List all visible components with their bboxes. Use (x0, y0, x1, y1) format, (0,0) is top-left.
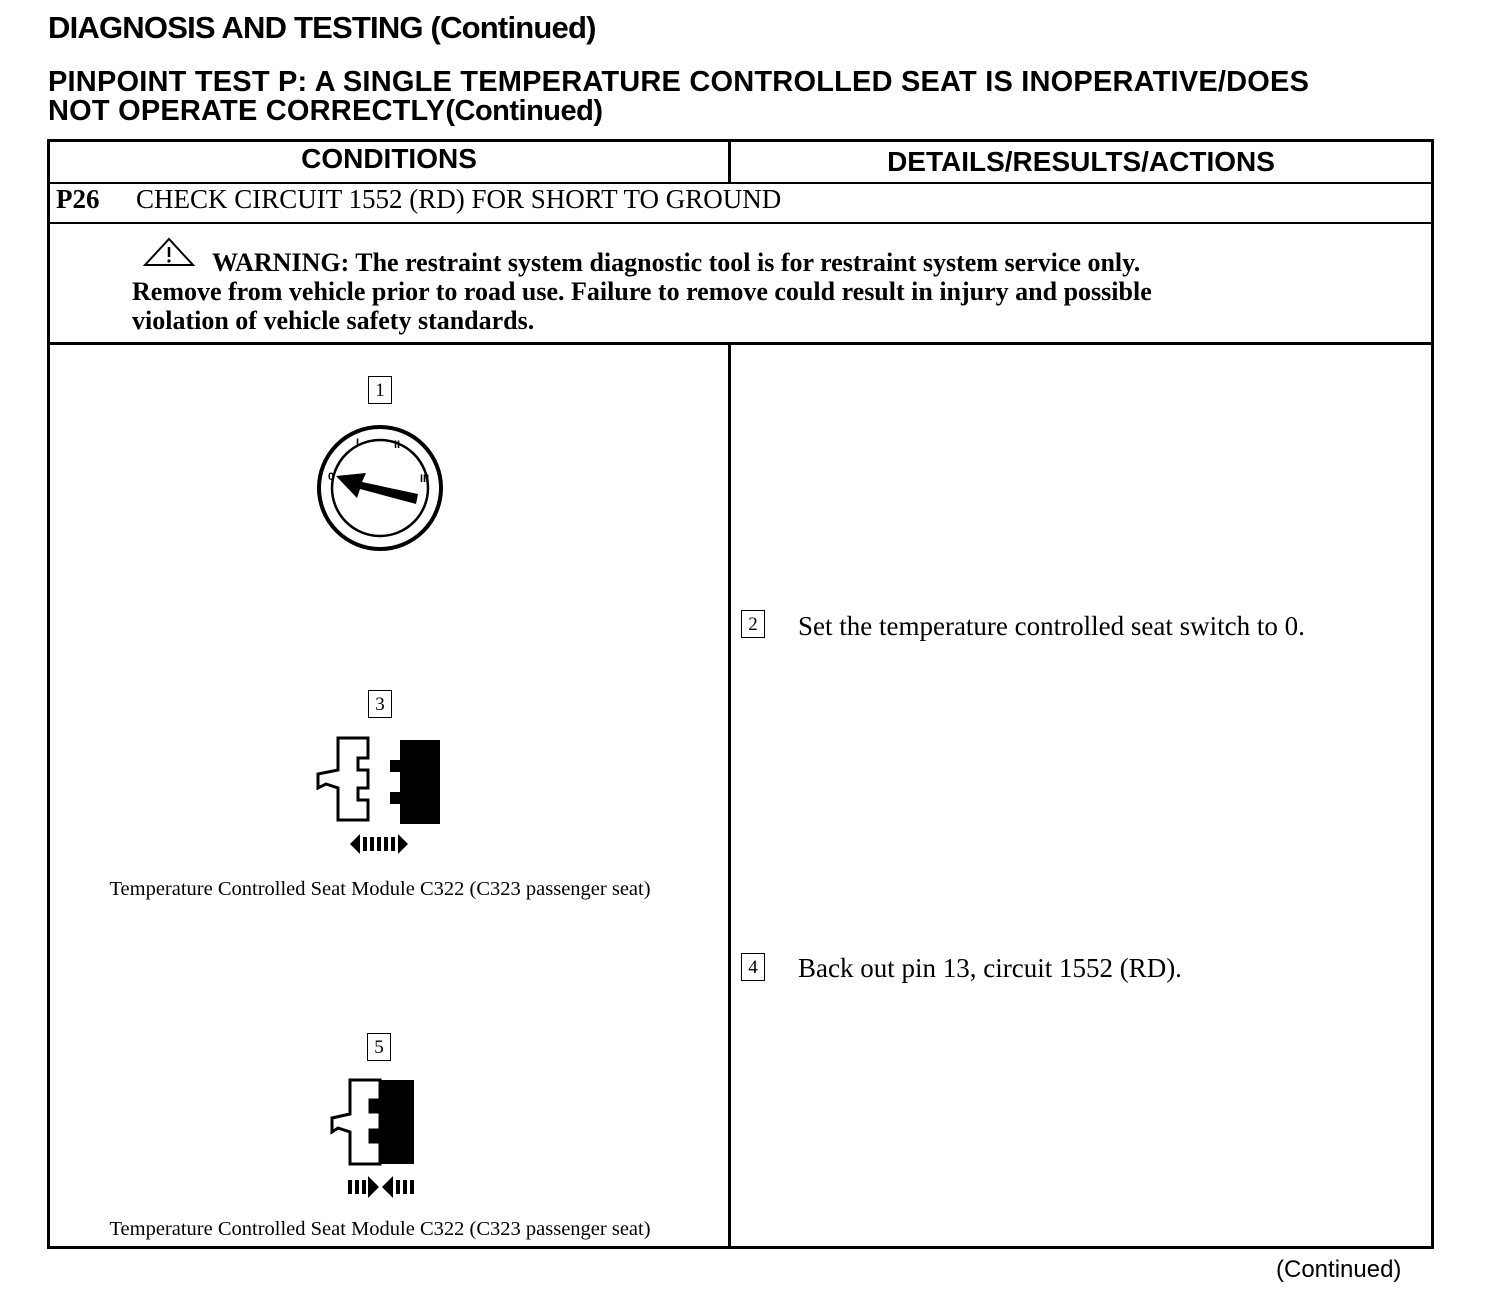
warning-line-2: Remove from vehicle prior to road use. Failure to remove could result in injury and possible (132, 277, 1152, 306)
body-column-divider (728, 342, 731, 1249)
step-box-4: 4 (741, 953, 765, 981)
ignition-label-acc: I (356, 437, 360, 449)
step-box-3: 3 (368, 690, 392, 718)
ignition-label-off: 0 (328, 471, 335, 483)
action-text-4: Back out pin 13, circuit 1552 (RD). (798, 953, 1182, 983)
caption-connector-5: Temperature Controlled Seat Module C322 (C323 passenger seat) (109, 1218, 651, 1240)
test-title-continued: (Continued) (445, 95, 603, 127)
warning-line-3: violation of vehicle safety standards. (132, 306, 535, 335)
step-number: P26 (56, 184, 100, 214)
step-divider (47, 222, 1434, 224)
ignition-label-start: III (420, 473, 430, 485)
test-title-line-2 (48, 97, 1309, 126)
step-title: CHECK CIRCUIT 1552 (RD) FOR SHORT TO GROUND (136, 184, 782, 214)
test-title-line-2-text: NOT OPERATE CORRECTLY (48, 95, 446, 127)
action-text-2: Set the temperature controlled seat switch to 0. (798, 611, 1305, 641)
connector-connect-icon (326, 1076, 436, 1206)
actions-header: DETAILS/RESULTS/ACTIONS (887, 146, 1275, 177)
section-title: DIAGNOSIS AND TESTING (Continued) (48, 10, 596, 45)
step-row (56, 184, 781, 215)
table-bottom-border (47, 1246, 1434, 1249)
test-title-line-1: PINPOINT TEST P: A SINGLE TEMPERATURE CONTROLLED SEAT IS INOPERATIVE/DOES (48, 66, 1310, 98)
warning-line-1: WARNING: The restraint system diagnostic tool is for restraint system service only. (212, 248, 1141, 277)
ignition-switch-icon (306, 416, 456, 556)
step-box-5: 5 (367, 1033, 391, 1061)
step-box-2: 2 (741, 610, 765, 638)
warning-text (132, 248, 1332, 335)
ignition-label-run: II (394, 439, 401, 451)
table-left-border (47, 139, 50, 1249)
table-right-border (1431, 139, 1434, 1249)
warning-divider (47, 342, 1434, 345)
footer-continued: (Continued) (1276, 1256, 1402, 1283)
pinpoint-test-title (48, 68, 1309, 126)
table-top-border (47, 139, 1434, 142)
conditions-header: CONDITIONS (301, 143, 477, 174)
caption-connector-3: Temperature Controlled Seat Module C322 (C323 passenger seat) (109, 878, 651, 900)
step-box-1: 1 (368, 376, 392, 404)
connector-disconnect-icon (310, 734, 450, 864)
